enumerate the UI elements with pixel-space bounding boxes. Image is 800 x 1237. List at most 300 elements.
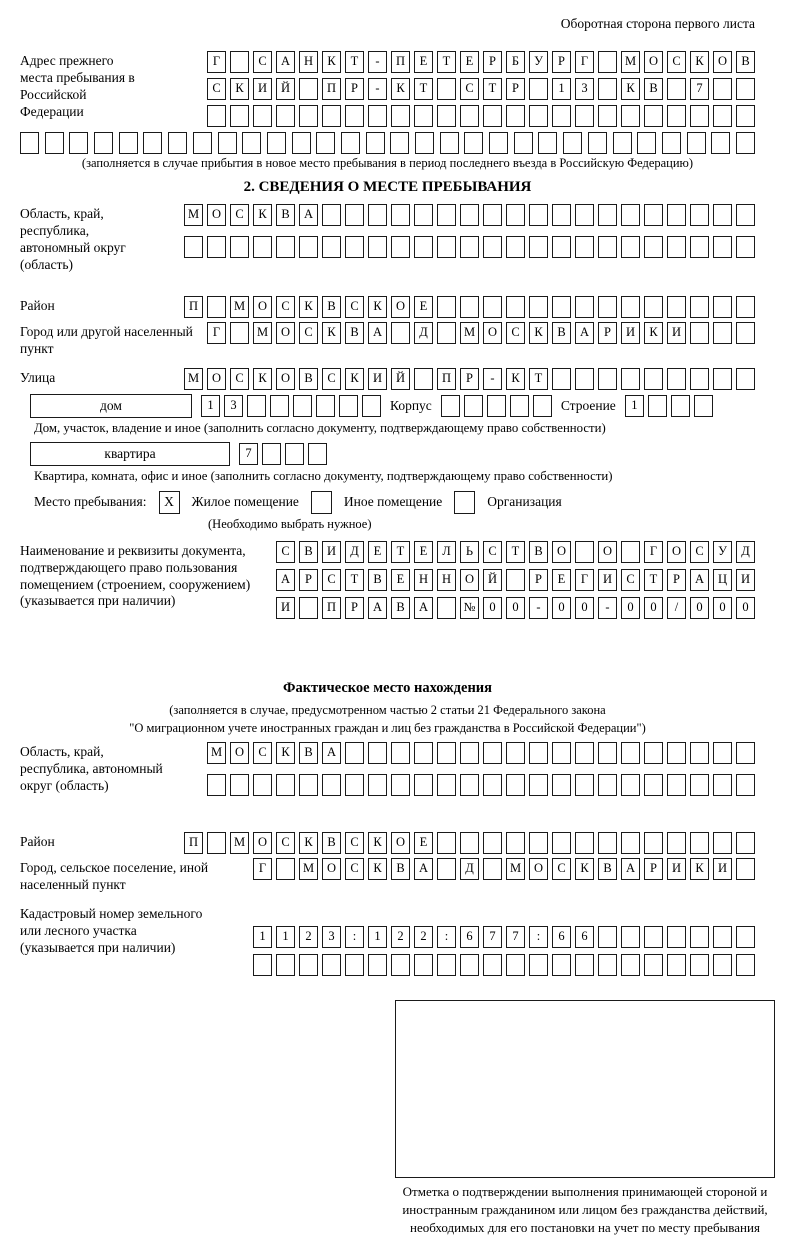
char-cell[interactable] <box>621 832 640 854</box>
char-cell[interactable]: И <box>276 597 295 619</box>
char-cell[interactable] <box>460 954 479 976</box>
char-cell[interactable]: Е <box>414 296 433 318</box>
char-cell[interactable] <box>690 832 709 854</box>
char-cell[interactable] <box>184 236 203 258</box>
char-cell[interactable] <box>514 132 533 154</box>
char-cell[interactable]: Т <box>345 51 364 73</box>
char-cell[interactable] <box>341 132 360 154</box>
char-cell[interactable]: П <box>184 296 203 318</box>
char-cell[interactable] <box>230 774 249 796</box>
char-cell[interactable]: С <box>322 368 341 390</box>
char-cell[interactable] <box>276 954 295 976</box>
char-cell[interactable]: И <box>736 569 755 591</box>
char-cell[interactable] <box>437 78 456 100</box>
char-cell[interactable] <box>69 132 88 154</box>
char-cell[interactable]: О <box>483 322 502 344</box>
char-cell[interactable]: С <box>276 541 295 563</box>
char-cell[interactable]: И <box>713 858 732 880</box>
char-cell[interactable]: Ь <box>460 541 479 563</box>
char-cell[interactable]: С <box>690 541 709 563</box>
char-cell[interactable]: О <box>598 541 617 563</box>
apartment-type-box[interactable]: квартира <box>30 442 230 466</box>
char-cell[interactable] <box>563 132 582 154</box>
char-cell[interactable]: И <box>322 541 341 563</box>
char-cell[interactable] <box>506 954 525 976</box>
char-cell[interactable] <box>316 132 335 154</box>
char-cell[interactable] <box>736 368 755 390</box>
char-cell[interactable] <box>736 926 755 948</box>
char-cell[interactable] <box>736 322 755 344</box>
char-cell[interactable] <box>207 832 226 854</box>
char-cell[interactable] <box>460 774 479 796</box>
char-cell[interactable] <box>575 296 594 318</box>
char-cell[interactable] <box>440 132 459 154</box>
char-cell[interactable]: В <box>368 569 387 591</box>
char-cell[interactable] <box>193 132 212 154</box>
char-cell[interactable] <box>736 742 755 764</box>
char-cell[interactable]: Т <box>391 541 410 563</box>
char-cell[interactable]: А <box>414 597 433 619</box>
char-cell[interactable] <box>671 395 690 417</box>
char-cell[interactable]: 2 <box>391 926 410 948</box>
char-cell[interactable] <box>575 742 594 764</box>
house-type-box[interactable]: дом <box>30 394 192 418</box>
char-cell[interactable] <box>368 236 387 258</box>
char-cell[interactable] <box>529 105 548 127</box>
char-cell[interactable]: 2 <box>414 926 433 948</box>
char-cell[interactable]: М <box>230 832 249 854</box>
char-cell[interactable] <box>460 832 479 854</box>
char-cell[interactable] <box>552 832 571 854</box>
char-cell[interactable]: В <box>299 541 318 563</box>
char-cell[interactable] <box>316 395 335 417</box>
char-cell[interactable]: В <box>529 541 548 563</box>
char-cell[interactable]: В <box>736 51 755 73</box>
char-cell[interactable] <box>460 742 479 764</box>
char-cell[interactable] <box>575 774 594 796</box>
char-cell[interactable] <box>529 954 548 976</box>
char-cell[interactable] <box>529 204 548 226</box>
char-cell[interactable] <box>253 954 272 976</box>
char-cell[interactable] <box>621 926 640 948</box>
char-cell[interactable]: О <box>253 832 272 854</box>
char-cell[interactable] <box>414 105 433 127</box>
char-cell[interactable]: М <box>621 51 640 73</box>
char-cell[interactable] <box>390 132 409 154</box>
char-cell[interactable] <box>552 368 571 390</box>
char-cell[interactable] <box>322 105 341 127</box>
char-cell[interactable] <box>736 78 755 100</box>
char-cell[interactable]: 3 <box>575 78 594 100</box>
char-cell[interactable]: Т <box>644 569 663 591</box>
char-cell[interactable]: Д <box>414 322 433 344</box>
char-cell[interactable]: : <box>345 926 364 948</box>
char-cell[interactable] <box>391 322 410 344</box>
char-cell[interactable] <box>588 132 607 154</box>
char-cell[interactable] <box>598 368 617 390</box>
char-cell[interactable] <box>538 132 557 154</box>
char-cell[interactable] <box>598 926 617 948</box>
char-cell[interactable] <box>621 368 640 390</box>
char-cell[interactable]: О <box>230 742 249 764</box>
char-cell[interactable] <box>414 368 433 390</box>
char-cell[interactable] <box>322 954 341 976</box>
char-cell[interactable] <box>391 742 410 764</box>
char-cell[interactable]: Л <box>437 541 456 563</box>
char-cell[interactable] <box>368 204 387 226</box>
char-cell[interactable] <box>247 395 266 417</box>
char-cell[interactable]: Г <box>207 322 226 344</box>
char-cell[interactable] <box>414 742 433 764</box>
char-cell[interactable] <box>713 368 732 390</box>
char-cell[interactable] <box>598 78 617 100</box>
char-cell[interactable] <box>552 236 571 258</box>
char-cell[interactable]: А <box>575 322 594 344</box>
char-cell[interactable]: Н <box>299 51 318 73</box>
char-cell[interactable] <box>207 774 226 796</box>
char-cell[interactable]: 2 <box>299 926 318 948</box>
char-cell[interactable] <box>489 132 508 154</box>
char-cell[interactable]: 7 <box>690 78 709 100</box>
char-cell[interactable] <box>292 132 311 154</box>
char-cell[interactable] <box>483 105 502 127</box>
char-cell[interactable]: - <box>529 597 548 619</box>
char-cell[interactable] <box>368 954 387 976</box>
char-cell[interactable]: Д <box>460 858 479 880</box>
char-cell[interactable]: К <box>253 368 272 390</box>
char-cell[interactable]: Д <box>345 541 364 563</box>
char-cell[interactable]: К <box>368 858 387 880</box>
char-cell[interactable] <box>253 774 272 796</box>
char-cell[interactable]: 0 <box>575 597 594 619</box>
char-cell[interactable] <box>529 78 548 100</box>
char-cell[interactable]: К <box>322 51 341 73</box>
char-cell[interactable] <box>648 395 667 417</box>
char-cell[interactable]: 6 <box>575 926 594 948</box>
char-cell[interactable]: К <box>506 368 525 390</box>
char-cell[interactable]: 0 <box>736 597 755 619</box>
char-cell[interactable] <box>322 236 341 258</box>
char-cell[interactable] <box>662 132 681 154</box>
char-cell[interactable] <box>276 236 295 258</box>
char-cell[interactable] <box>529 832 548 854</box>
char-cell[interactable]: И <box>667 322 686 344</box>
char-cell[interactable]: 0 <box>506 597 525 619</box>
char-cell[interactable] <box>267 132 286 154</box>
char-cell[interactable] <box>690 742 709 764</box>
char-cell[interactable] <box>529 742 548 764</box>
char-cell[interactable]: С <box>506 322 525 344</box>
char-cell[interactable] <box>441 395 460 417</box>
char-cell[interactable]: 0 <box>690 597 709 619</box>
char-cell[interactable]: О <box>713 51 732 73</box>
char-cell[interactable]: О <box>460 569 479 591</box>
char-cell[interactable]: Г <box>207 51 226 73</box>
char-cell[interactable]: 1 <box>625 395 644 417</box>
char-cell[interactable]: О <box>644 51 663 73</box>
char-cell[interactable] <box>713 322 732 344</box>
char-cell[interactable] <box>644 105 663 127</box>
char-cell[interactable] <box>644 832 663 854</box>
char-cell[interactable]: Р <box>506 78 525 100</box>
char-cell[interactable]: Р <box>299 569 318 591</box>
char-cell[interactable]: Т <box>437 51 456 73</box>
char-cell[interactable]: - <box>598 597 617 619</box>
char-cell[interactable] <box>667 832 686 854</box>
char-cell[interactable] <box>736 774 755 796</box>
char-cell[interactable]: Г <box>253 858 272 880</box>
char-cell[interactable]: П <box>322 597 341 619</box>
char-cell[interactable]: И <box>368 368 387 390</box>
char-cell[interactable]: М <box>184 368 203 390</box>
char-cell[interactable] <box>713 296 732 318</box>
char-cell[interactable] <box>437 832 456 854</box>
char-cell[interactable]: М <box>184 204 203 226</box>
char-cell[interactable] <box>713 926 732 948</box>
char-cell[interactable] <box>690 368 709 390</box>
char-cell[interactable]: С <box>230 204 249 226</box>
char-cell[interactable] <box>119 132 138 154</box>
char-cell[interactable] <box>45 132 64 154</box>
char-cell[interactable] <box>667 204 686 226</box>
char-cell[interactable] <box>460 204 479 226</box>
char-cell[interactable] <box>299 774 318 796</box>
char-cell[interactable]: Н <box>414 569 433 591</box>
char-cell[interactable] <box>529 236 548 258</box>
char-cell[interactable] <box>437 858 456 880</box>
char-cell[interactable] <box>667 368 686 390</box>
char-cell[interactable] <box>299 105 318 127</box>
char-cell[interactable]: К <box>391 78 410 100</box>
char-cell[interactable] <box>460 236 479 258</box>
char-cell[interactable]: Т <box>506 541 525 563</box>
char-cell[interactable]: О <box>207 368 226 390</box>
char-cell[interactable]: - <box>483 368 502 390</box>
char-cell[interactable]: Р <box>529 569 548 591</box>
char-cell[interactable] <box>637 132 656 154</box>
char-cell[interactable] <box>270 395 289 417</box>
char-cell[interactable] <box>299 597 318 619</box>
char-cell[interactable] <box>437 597 456 619</box>
char-cell[interactable]: 6 <box>460 926 479 948</box>
char-cell[interactable] <box>711 132 730 154</box>
char-cell[interactable] <box>667 954 686 976</box>
char-cell[interactable]: Т <box>529 368 548 390</box>
char-cell[interactable] <box>437 105 456 127</box>
char-cell[interactable] <box>713 954 732 976</box>
char-cell[interactable]: Р <box>644 858 663 880</box>
char-cell[interactable] <box>552 296 571 318</box>
char-cell[interactable]: К <box>575 858 594 880</box>
char-cell[interactable] <box>644 926 663 948</box>
char-cell[interactable]: К <box>299 832 318 854</box>
char-cell[interactable]: М <box>460 322 479 344</box>
char-cell[interactable]: В <box>299 368 318 390</box>
char-cell[interactable] <box>437 322 456 344</box>
char-cell[interactable] <box>667 742 686 764</box>
char-cell[interactable] <box>644 774 663 796</box>
char-cell[interactable] <box>483 774 502 796</box>
char-cell[interactable] <box>242 132 261 154</box>
char-cell[interactable]: : <box>529 926 548 948</box>
char-cell[interactable] <box>736 204 755 226</box>
char-cell[interactable] <box>736 132 755 154</box>
char-cell[interactable]: Р <box>345 78 364 100</box>
char-cell[interactable] <box>713 742 732 764</box>
char-cell[interactable]: В <box>598 858 617 880</box>
char-cell[interactable] <box>644 296 663 318</box>
char-cell[interactable] <box>621 954 640 976</box>
char-cell[interactable] <box>621 236 640 258</box>
char-cell[interactable] <box>299 954 318 976</box>
char-cell[interactable] <box>437 954 456 976</box>
char-cell[interactable] <box>20 132 39 154</box>
char-cell[interactable]: К <box>529 322 548 344</box>
char-cell[interactable] <box>322 774 341 796</box>
char-cell[interactable] <box>368 774 387 796</box>
char-cell[interactable] <box>276 858 295 880</box>
char-cell[interactable] <box>285 443 304 465</box>
char-cell[interactable]: К <box>299 296 318 318</box>
char-cell[interactable] <box>368 105 387 127</box>
char-cell[interactable] <box>552 742 571 764</box>
char-cell[interactable] <box>713 204 732 226</box>
char-cell[interactable] <box>713 832 732 854</box>
char-cell[interactable] <box>506 742 525 764</box>
char-cell[interactable]: С <box>253 742 272 764</box>
char-cell[interactable]: В <box>345 322 364 344</box>
char-cell[interactable] <box>644 742 663 764</box>
char-cell[interactable] <box>362 395 381 417</box>
char-cell[interactable] <box>713 236 732 258</box>
char-cell[interactable] <box>598 204 617 226</box>
char-cell[interactable] <box>230 51 249 73</box>
char-cell[interactable]: К <box>690 51 709 73</box>
char-cell[interactable]: В <box>322 832 341 854</box>
char-cell[interactable] <box>575 204 594 226</box>
char-cell[interactable]: К <box>368 832 387 854</box>
char-cell[interactable] <box>598 774 617 796</box>
char-cell[interactable] <box>483 236 502 258</box>
char-cell[interactable]: Р <box>460 368 479 390</box>
char-cell[interactable] <box>552 105 571 127</box>
char-cell[interactable]: А <box>621 858 640 880</box>
char-cell[interactable]: К <box>644 322 663 344</box>
char-cell[interactable] <box>667 774 686 796</box>
char-cell[interactable] <box>598 51 617 73</box>
char-cell[interactable] <box>345 774 364 796</box>
char-cell[interactable] <box>253 105 272 127</box>
char-cell[interactable] <box>736 858 755 880</box>
char-cell[interactable] <box>506 204 525 226</box>
char-cell[interactable]: А <box>414 858 433 880</box>
char-cell[interactable]: С <box>322 569 341 591</box>
char-cell[interactable]: 7 <box>483 926 502 948</box>
char-cell[interactable] <box>529 774 548 796</box>
char-cell[interactable] <box>437 236 456 258</box>
char-cell[interactable] <box>690 926 709 948</box>
char-cell[interactable] <box>366 132 385 154</box>
char-cell[interactable] <box>510 395 529 417</box>
char-cell[interactable]: С <box>345 858 364 880</box>
char-cell[interactable] <box>506 569 525 591</box>
char-cell[interactable]: С <box>276 296 295 318</box>
char-cell[interactable] <box>506 296 525 318</box>
char-cell[interactable]: У <box>529 51 548 73</box>
char-cell[interactable]: : <box>437 926 456 948</box>
char-cell[interactable] <box>487 395 506 417</box>
char-cell[interactable] <box>713 105 732 127</box>
char-cell[interactable]: Й <box>483 569 502 591</box>
char-cell[interactable]: С <box>207 78 226 100</box>
char-cell[interactable] <box>690 105 709 127</box>
char-cell[interactable]: 6 <box>552 926 571 948</box>
char-cell[interactable]: А <box>690 569 709 591</box>
char-cell[interactable]: В <box>299 742 318 764</box>
char-cell[interactable] <box>690 774 709 796</box>
char-cell[interactable]: Ц <box>713 569 732 591</box>
char-cell[interactable] <box>621 204 640 226</box>
checkbox-other-premises[interactable] <box>311 491 332 514</box>
char-cell[interactable] <box>207 296 226 318</box>
char-cell[interactable] <box>276 105 295 127</box>
char-cell[interactable]: Е <box>414 51 433 73</box>
char-cell[interactable]: О <box>552 541 571 563</box>
char-cell[interactable]: С <box>667 51 686 73</box>
char-cell[interactable] <box>598 954 617 976</box>
char-cell[interactable]: Г <box>575 51 594 73</box>
char-cell[interactable]: К <box>322 322 341 344</box>
char-cell[interactable] <box>506 236 525 258</box>
char-cell[interactable]: А <box>299 204 318 226</box>
char-cell[interactable]: Т <box>483 78 502 100</box>
char-cell[interactable]: К <box>690 858 709 880</box>
char-cell[interactable]: Е <box>368 541 387 563</box>
char-cell[interactable] <box>391 236 410 258</box>
char-cell[interactable] <box>667 236 686 258</box>
char-cell[interactable]: Е <box>391 569 410 591</box>
char-cell[interactable] <box>713 774 732 796</box>
char-cell[interactable]: С <box>460 78 479 100</box>
char-cell[interactable]: Т <box>414 78 433 100</box>
char-cell[interactable]: П <box>437 368 456 390</box>
char-cell[interactable]: В <box>552 322 571 344</box>
char-cell[interactable] <box>464 395 483 417</box>
char-cell[interactable] <box>575 105 594 127</box>
char-cell[interactable] <box>644 236 663 258</box>
char-cell[interactable] <box>339 395 358 417</box>
char-cell[interactable]: А <box>368 322 387 344</box>
char-cell[interactable] <box>506 832 525 854</box>
char-cell[interactable] <box>207 236 226 258</box>
char-cell[interactable]: 0 <box>621 597 640 619</box>
char-cell[interactable] <box>143 132 162 154</box>
char-cell[interactable] <box>690 204 709 226</box>
char-cell[interactable] <box>644 954 663 976</box>
char-cell[interactable] <box>168 132 187 154</box>
char-cell[interactable]: О <box>391 832 410 854</box>
char-cell[interactable] <box>598 742 617 764</box>
char-cell[interactable]: А <box>322 742 341 764</box>
char-cell[interactable] <box>552 954 571 976</box>
char-cell[interactable]: А <box>276 569 295 591</box>
char-cell[interactable] <box>345 742 364 764</box>
char-cell[interactable] <box>483 858 502 880</box>
char-cell[interactable] <box>437 774 456 796</box>
char-cell[interactable] <box>437 296 456 318</box>
char-cell[interactable] <box>613 132 632 154</box>
char-cell[interactable]: Н <box>437 569 456 591</box>
